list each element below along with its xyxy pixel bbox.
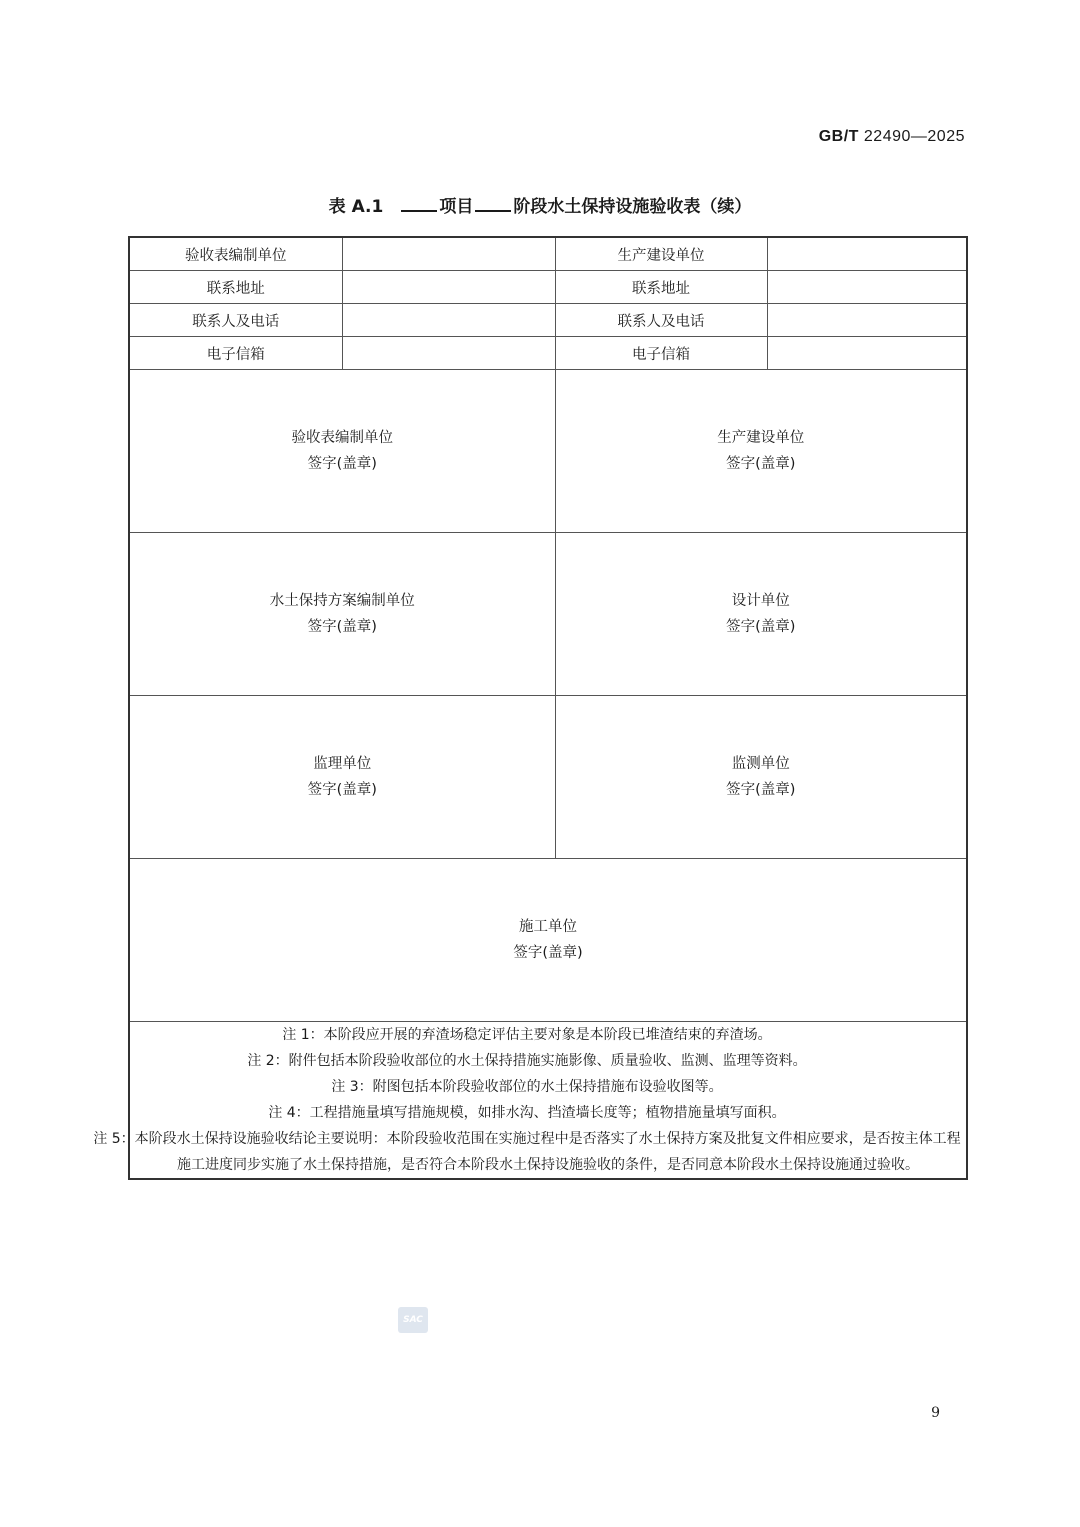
info-label: 电子信箱 [129, 337, 342, 370]
unit-name: 设计单位 [731, 593, 790, 609]
signature-label: 签字(盖章) [307, 619, 377, 635]
info-row [129, 271, 967, 304]
signature-label: 签字(盖章) [726, 456, 796, 472]
signature-label: 签字(盖章) [726, 619, 796, 635]
info-value-field[interactable] [342, 337, 555, 370]
project-text: 项目 [439, 197, 474, 217]
signature-cell[interactable] [555, 370, 967, 533]
sac-watermark-icon: SAC [398, 1307, 428, 1333]
signature-row [129, 696, 967, 859]
info-label: 联系地址 [129, 271, 342, 304]
info-label: 电子信箱 [555, 337, 767, 370]
info-value-field[interactable] [767, 237, 967, 271]
standard-prefix: GB/T [818, 128, 859, 145]
unit-name: 监测单位 [731, 756, 790, 772]
stage-text: 阶段水土保持设施验收表（续） [513, 197, 752, 217]
unit-name: 水土保持方案编制单位 [269, 593, 415, 609]
signature-label: 签字(盖章) [307, 456, 377, 472]
table-title [0, 192, 1080, 217]
standard-code [819, 128, 965, 146]
note-item: 注 1：本阶段应开展的弃渣场稳定评估主要对象是本阶段已堆渣结束的弃渣场。 [282, 1027, 772, 1043]
unit-name: 施工单位 [519, 919, 577, 935]
acceptance-form-table [93, 236, 968, 1180]
signature-row [129, 533, 967, 696]
info-value-field[interactable] [767, 337, 967, 370]
info-label: 联系地址 [555, 271, 767, 304]
page-number: 9 [931, 1405, 940, 1421]
info-value-field[interactable] [342, 304, 555, 337]
unit-name: 验收表编制单位 [291, 430, 393, 446]
info-value-field[interactable] [767, 304, 967, 337]
info-label: 验收表编制单位 [129, 237, 342, 271]
project-blank [401, 194, 437, 212]
info-row [129, 304, 967, 337]
signature-row [129, 859, 967, 1022]
note-item: 注 3：附图包括本阶段验收部位的水土保持措施布设验收图等。 [331, 1079, 723, 1095]
signature-cell[interactable] [555, 533, 967, 696]
info-row [129, 337, 967, 370]
signature-label: 签字(盖章) [726, 782, 796, 798]
info-value-field[interactable] [767, 271, 967, 304]
info-value-field[interactable] [342, 271, 555, 304]
unit-name: 生产建设单位 [717, 430, 805, 446]
note-item: 注 4：工程措施量填写措施规模，如排水沟、挡渣墙长度等；植物措施量填写面积。 [268, 1105, 786, 1121]
stage-blank [475, 194, 511, 212]
unit-name: 监理单位 [313, 756, 372, 772]
signature-label: 签字(盖章) [307, 782, 377, 798]
info-row [129, 237, 967, 271]
signature-label: 签字(盖章) [513, 945, 583, 961]
table-label: 表 A.1 [328, 197, 384, 217]
info-value-field[interactable] [342, 237, 555, 271]
standard-number: 22490—2025 [863, 128, 965, 145]
info-label: 生产建设单位 [555, 237, 767, 271]
signature-cell[interactable] [129, 859, 967, 1022]
signature-cell[interactable] [129, 370, 555, 533]
signature-cell[interactable] [129, 533, 555, 696]
notes-row [129, 1022, 967, 1180]
signature-cell[interactable] [555, 696, 967, 859]
info-label: 联系人及电话 [129, 304, 342, 337]
info-label: 联系人及电话 [555, 304, 767, 337]
note-item: 注 2：附件包括本阶段验收部位的水土保持措施实施影像、质量验收、监测、监理等资料。 [247, 1053, 807, 1069]
note-item: 注 5：本阶段水土保持设施验收结论主要说明：本阶段验收范围在实施过程中是否落实了水土保持方案及批复文件相应要求，是否按主体工程施工进度同步实施了水土保持措施，是否符合本阶段水土保持设施验收的条件，是否同意本阶段水土保持设施通过验收。 [93, 1131, 961, 1173]
signature-row [129, 370, 967, 533]
signature-cell[interactable] [129, 696, 555, 859]
notes-cell [93, 1022, 967, 1180]
